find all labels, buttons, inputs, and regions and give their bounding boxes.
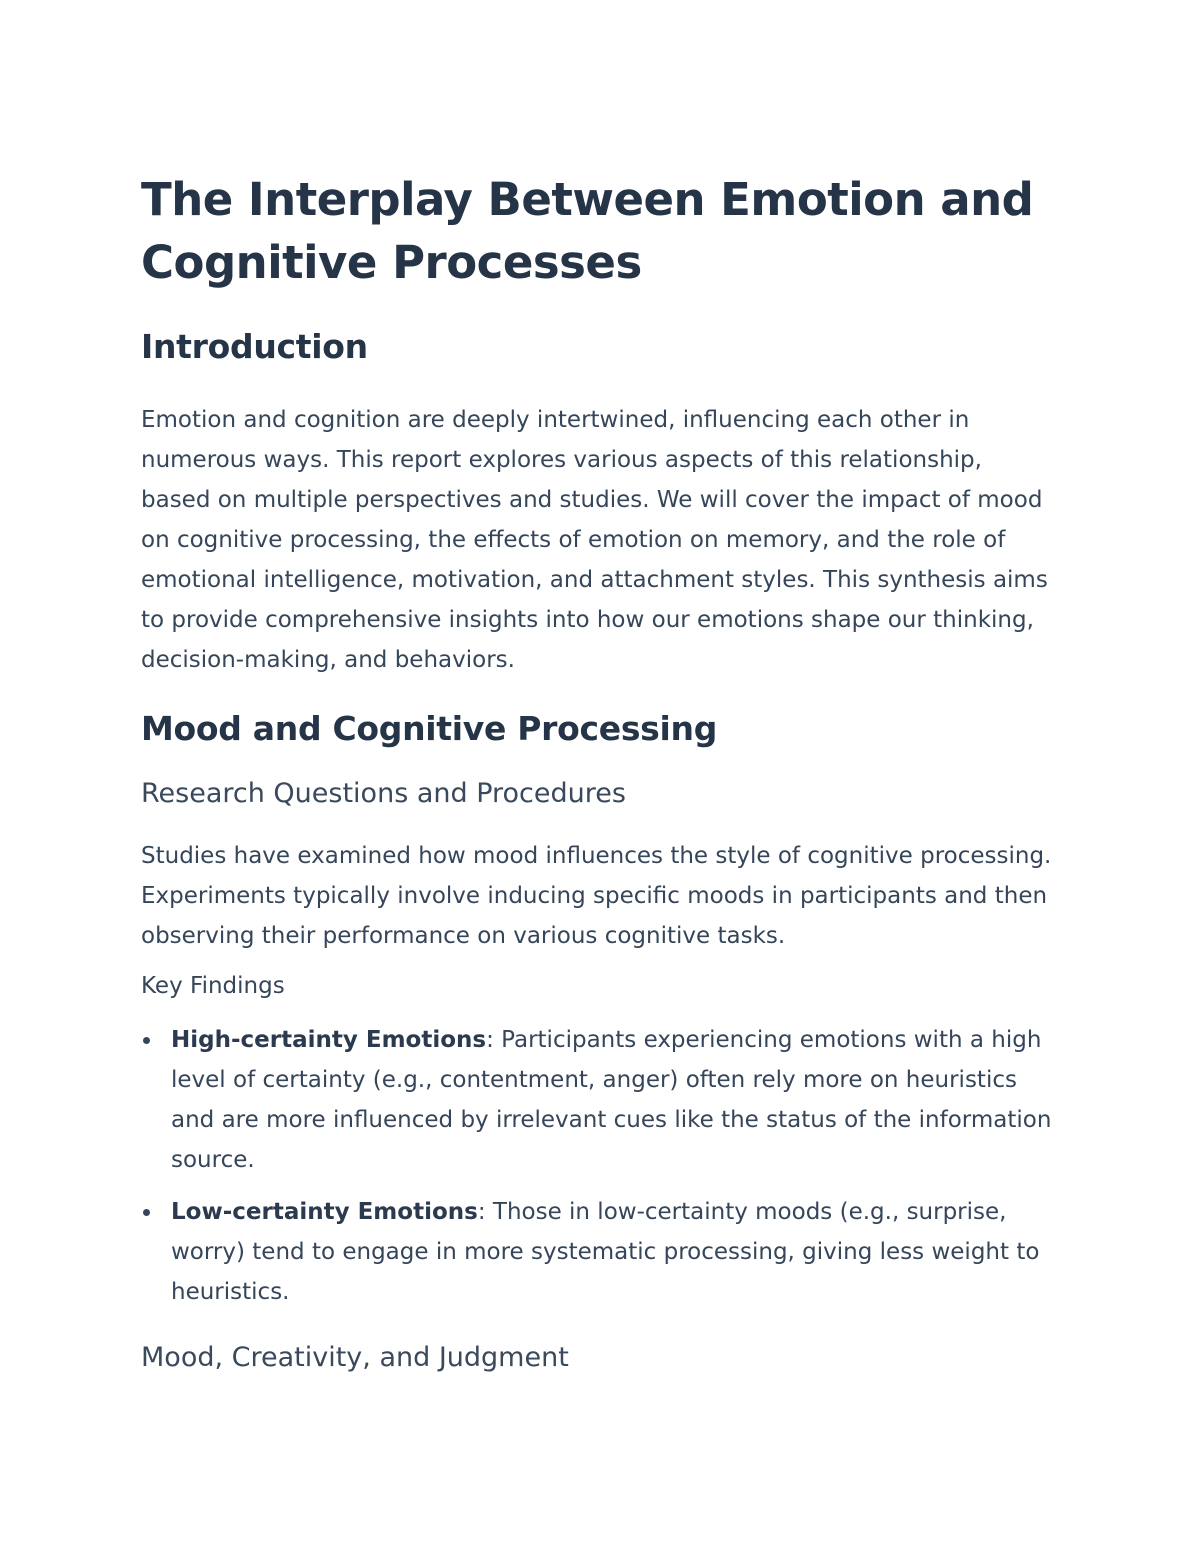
list-item xyxy=(141,1020,1052,1180)
introduction-heading: Introduction xyxy=(141,327,368,366)
finding-term: High-certainty Emotions xyxy=(171,1027,487,1053)
mood-section-heading: Mood and Cognitive Processing xyxy=(141,709,718,748)
bullet-icon xyxy=(143,1209,150,1216)
list-item xyxy=(141,1192,1052,1312)
finding-term: Low-certainty Emotions xyxy=(171,1199,478,1225)
document-title: The Interplay Between Emotion and Cognitive Processes xyxy=(141,173,1034,289)
finding-text: : Those in low-certainty moods (e.g., surprise, worry) tend to engage in more systematic processing, giving less weight to heuristics. xyxy=(171,1199,1040,1305)
research-paragraph: Studies have examined how mood influences the style of cognitive processing. Experiments typically involve inducing specific moods in participants and then observing their performance on various cognitive tasks. xyxy=(141,843,1052,949)
key-findings-list xyxy=(141,1020,1052,1312)
research-heading: Research Questions and Procedures xyxy=(141,778,626,809)
key-findings-label: Key Findings xyxy=(141,973,285,999)
bullet-icon xyxy=(143,1037,150,1044)
introduction-paragraph: Emotion and cognition are deeply intertwined, influencing each other in numerous ways. This report explores various aspects of this relationship, based on multiple perspectives and studies. We will cover the impact of mood on cognitive processing, the effects of emotion on memory, and the role of emotional intelligence, motivation, and attachment styles. This synthesis aims to provide comprehensive insights into how our emotions shape our thinking, decision-making, and behaviors. xyxy=(141,407,1048,673)
finding-text: : Participants experiencing emotions with a high level of certainty (e.g., contentment, anger) often rely more on heuristics and are more influenced by irrelevant cues like the status of the information source. xyxy=(171,1027,1052,1173)
creativity-heading: Mood, Creativity, and Judgment xyxy=(141,1342,569,1373)
